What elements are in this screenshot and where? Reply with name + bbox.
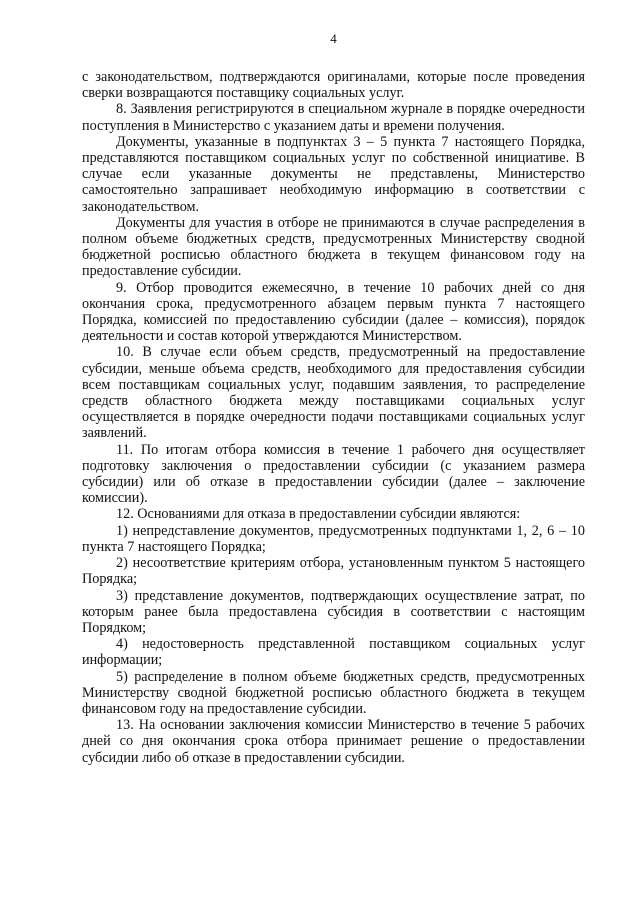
paragraph-item-9: 9. Отбор проводится ежемесячно, в течение 10 рабочих дней со дня окончания срока, предусмотренного абзацем первым пункта 7 настоящего Порядка, комиссией по предоставлению субсидии (далее – комиссия), порядок деятельности и состав которой утверждаются Министерством. [82, 279, 585, 345]
paragraph-item-12: 12. Основаниями для отказа в предоставлении субсидии являются: [116, 506, 521, 523]
paragraph-documents-not-accepted: Документы для участия в отборе не принимаются в случае распределения в полном объеме бюджетных средств, предусмотренных Министерству сводной бюджетной росписью областного бюджета в текущем финансовом году на предоставление субсидии. [82, 214, 585, 280]
list-item-12-5: 5) распределение в полном объеме бюджетных средств, предусмотренных Министерству сводной бюджетной росписью областного бюджета в текущем финансовом году на предоставление субсидии. [82, 668, 585, 717]
paragraph-item-13: 13. На основании заключения комиссии Министерство в течение 5 рабочих дней со дня окончания срока отбора принимает решение о предоставлении субсидии либо об отказе в предоставлении субсидии. [82, 717, 585, 766]
paragraph-item-11: 11. По итогам отбора комиссия в течение 1 рабочего дня осуществляет подготовку заключения о предоставлении субсидии (с указанием размера субсидии) или об отказе в предоставлении субсидии (далее – заключение комиссии). [82, 441, 585, 507]
page-number: 4 [330, 31, 337, 46]
list-item-12-2: 2) несоответствие критериям отбора, установленным пунктом 5 настоящего Порядка; [82, 555, 585, 588]
list-item-12-3: 3) представление документов, подтверждающих осуществление затрат, по которым ранее была предоставлена субсидия в соответствии с настоящим Порядком; [82, 587, 585, 636]
paragraph-continuation: с законодательством, подтверждаются оригиналами, которые после проведения сверки возвращаются поставщику социальных услуг. [82, 69, 585, 102]
list-item-12-4: 4) недостоверность представленной поставщиком социальных услуг информации; [82, 636, 585, 669]
paragraph-item-8: 8. Заявления регистрируются в специальном журнале в порядке очередности поступления в Министерство с указанием даты и времени получения. [82, 101, 585, 134]
paragraph-item-10: 10. В случае если объем средств, предусмотренный на предоставление субсидии, меньше объема средств, необходимого для предоставления субсидии всем поставщикам социальных услуг, подавшим заявления, то распределение средств областного бюджета между поставщиками социальных услуг осуществляется в порядке очередности подачи поставщиками социальных услуг заявлений. [82, 344, 585, 442]
paragraph-documents-initiative: Документы, указанные в подпунктах 3 – 5 пункта 7 настоящего Порядка, представляются поставщиком социальных услуг по собственной инициативе. В случае если указанные документы не представлены, Министерство самостоятельно запрашивает необходимую информацию в соответствии с законодательством. [82, 133, 585, 215]
list-item-12-1: 1) непредставление документов, предусмотренных подпунктами 1, 2, 6 – 10 пункта 7 настоящего Порядка; [82, 522, 585, 555]
